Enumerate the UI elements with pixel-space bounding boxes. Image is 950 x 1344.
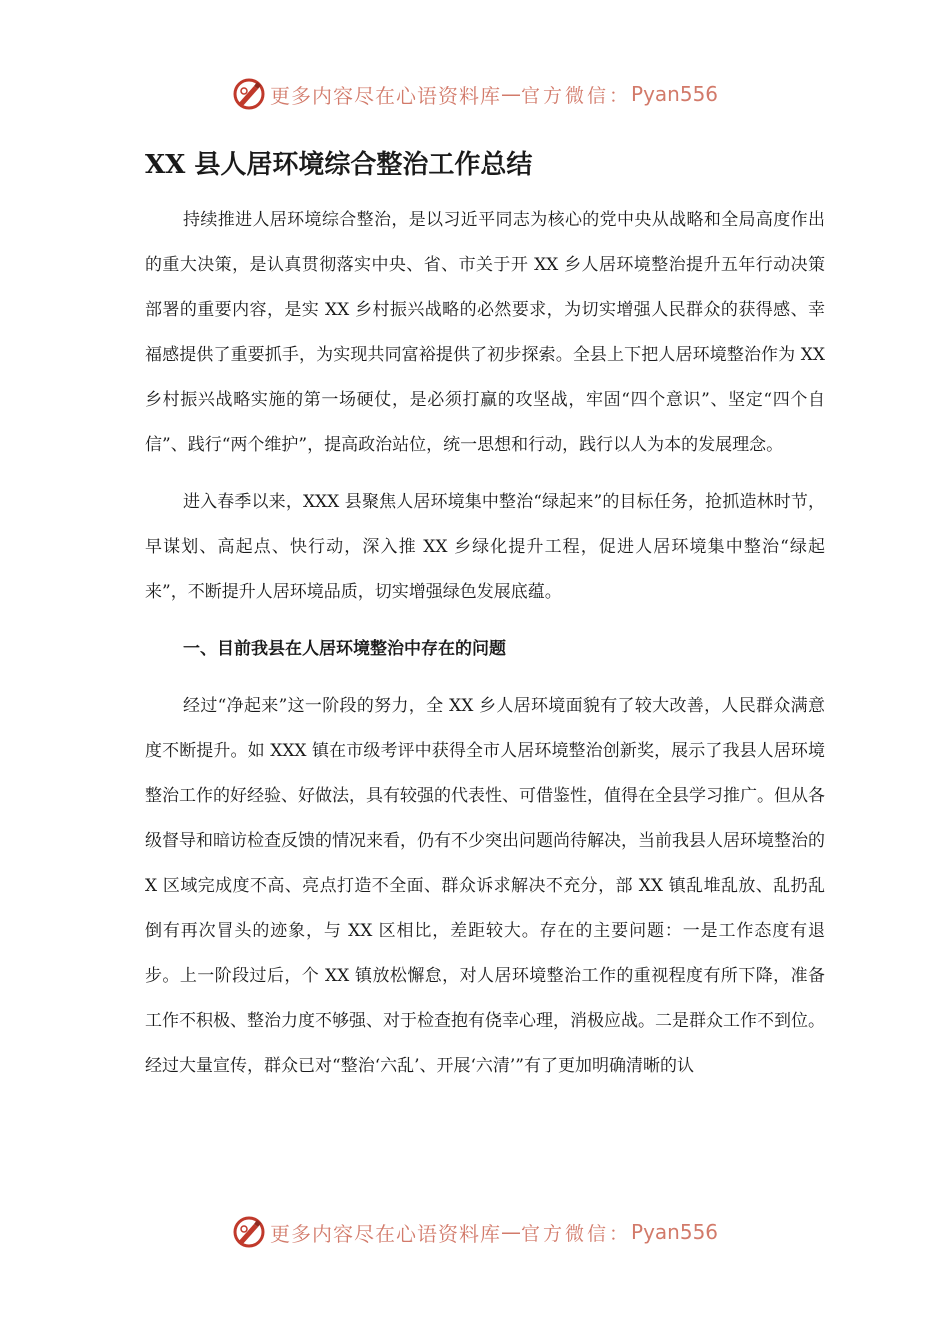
document-title: XX 县人居环境综合整治工作总结 bbox=[145, 150, 533, 180]
document-body bbox=[145, 198, 825, 1089]
banner-subtitle: 官方微信： bbox=[521, 84, 632, 107]
footer-banner-wechat-id: Pyan556 bbox=[631, 1220, 719, 1244]
pen-logo-icon bbox=[232, 77, 266, 111]
section-heading: 一、目前我县在人居环境整治中存在的问题 bbox=[183, 639, 506, 659]
banner-wechat-id: Pyan556 bbox=[631, 82, 719, 106]
pen-logo-icon bbox=[232, 1215, 266, 1249]
header-banner bbox=[232, 74, 732, 114]
footer-banner-subtitle: 官方微信： bbox=[521, 1222, 632, 1245]
banner-text: 更多内容尽在心语资料库 bbox=[270, 83, 501, 108]
section-paragraph: 经过“净起来”这一阶段的努力，全 XX 乡人居环境面貌有了较大改善，人民群众满意度不断提升。如 XXX 镇在市级考评中获得全市人居环境整治创新奖，展示了我县人居环境整治工作的好经验、好做法，具有较强的代表性、可借鉴性，值得在全县学习推广。但从各级督导和暗访检查反馈的情况来看，仍有不少突出问题尚待解决，当前我县人居环境整治的 X 区域完成度不高、亮点打造不全面、群众诉求解决不充分，部 XX 镇乱堆乱放、乱扔乱倒有再次冒头的迹象，与 XX 区相比，差距较大。存在的主要问题：一是工作态度有退步。上一阶段过后，个 XX 镇放松懈怠，对人居环境整治工作的重视程度有所下降，准备工作不积极、整治力度不够强、对于检查抱有侥幸心理，消极应战。二是群众工作不到位。经过大量宣传，群众已对“整治‘六乱’、开展‘六清’”有了更加明确清晰的认 bbox=[145, 696, 825, 1076]
footer-banner-text: 更多内容尽在心语资料库 bbox=[270, 1221, 501, 1246]
footer-banner-dash: — bbox=[501, 1220, 521, 1244]
footer-banner bbox=[232, 1212, 732, 1252]
banner-dash: — bbox=[501, 82, 521, 106]
intro-paragraph-1: 持续推进人居环境综合整治，是以习近平同志为核心的党中央从战略和全局高度作出的重大决策，是认真贯彻落实中央、省、市关于开 XX 乡人居环境整治提升五年行动决策部署的重要内容，是实 XX 乡村振兴战略的必然要求，为切实增强人民群众的获得感、幸福感提供了重要抓手，为实现共同富裕提供了初步探索。全县上下把人居环境整治作为 XX 乡村振兴战略实施的第一场硬仗，是必须打赢的攻坚战，牢固“四个意识”、坚定“四个自信”、践行“两个维护”，提高政治站位，统一思想和行动，践行以人为本的发展理念。 bbox=[145, 210, 825, 455]
intro-paragraph-2: 进入春季以来，XXX 县聚焦人居环境集中整治“绿起来”的目标任务，抢抓造林时节，早谋划、高起点、快行动，深入推 XX 乡绿化提升工程，促进人居环境集中整治“绿起来”，不断提升人居环境品质，切实增强绿色发展底蕴。 bbox=[145, 492, 825, 602]
